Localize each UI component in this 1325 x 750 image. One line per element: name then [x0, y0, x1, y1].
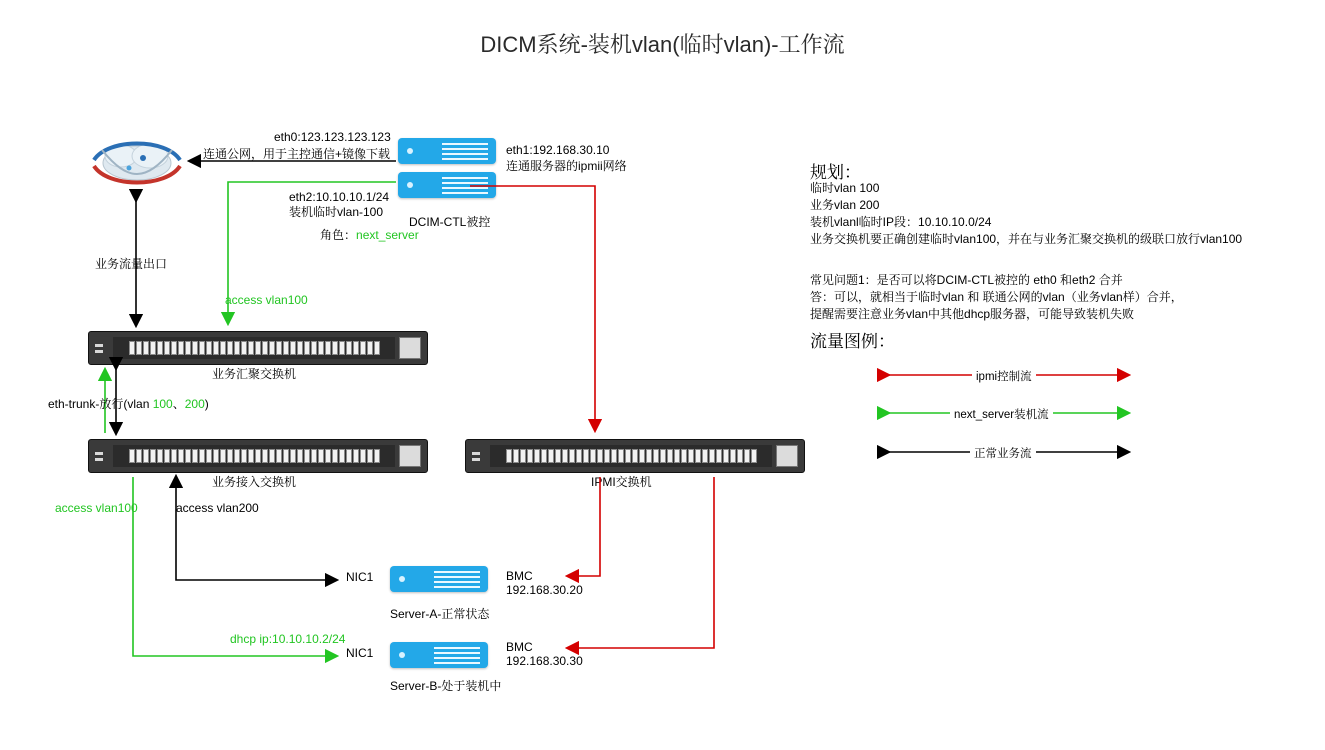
label-eth0: eth0:123.123.123.123: [274, 130, 391, 144]
label-eth1-ip: eth1:192.168.30.10: [506, 143, 610, 157]
aggregation-switch-label: 业务汇聚交换机: [212, 367, 297, 381]
label-business-exit: 业务流量出口: [95, 257, 168, 271]
label-eth-trunk-vlan200: 200: [184, 397, 205, 411]
ipmi-switch-label: IPMI交换机: [591, 475, 652, 489]
label-eth-trunk-vlan100: 100: [152, 397, 173, 411]
label-eth-trunk-prefix: eth-trunk-放行(vlan: [48, 397, 153, 411]
page-title: DICM系统-装机vlan(临时vlan)-工作流: [480, 32, 845, 57]
label-eth2-role-prefix: 角色：: [320, 228, 357, 242]
legend-item-ipmi-label: ipmi控制流: [972, 368, 1036, 384]
server-a-bmc-label: BMC: [506, 569, 533, 583]
label-eth-trunk-sep: 、: [172, 397, 185, 411]
plan-body: [810, 180, 1242, 248]
label-access-vlan100-bottom: access vlan100: [55, 501, 138, 515]
legend-item-normal-label: 正常业务流: [970, 445, 1036, 461]
faq-line: 常见问题1：是否可以将DCIM-CTL被控的 eth0 和eth2 合并: [810, 273, 1123, 287]
label-eth2-role-value: next_server: [356, 228, 419, 242]
plan-line: 临时vlan 100: [810, 181, 880, 195]
label-eth2-role: [320, 228, 419, 243]
plan-line: 业务vlan 200: [810, 198, 880, 212]
plan-line: 业务交换机要正确创建临时vlan100，并在与业务汇聚交换机的级联口放行vlan100: [810, 232, 1243, 246]
server-a-nic-label: NIC1: [346, 570, 374, 584]
faq-block: [810, 272, 1183, 323]
label-public-link: 连通公网，用于主控通信+镜像下载: [203, 147, 391, 161]
legend-title: 流量图例：: [810, 332, 895, 351]
faq-line: 答：可以，就相当于临时vlan 和 联通公网的vlan（业务vlan样）合并，: [810, 290, 1183, 304]
label-access-vlan200: access vlan200: [176, 501, 259, 515]
access-switch-label: 业务接入交换机: [212, 475, 297, 489]
label-access-vlan100-top: access vlan100: [225, 293, 308, 307]
label-eth-trunk: [48, 397, 209, 412]
plan-line: 装机vlanl临时IP段：10.10.10.0/24: [810, 215, 992, 229]
server-b-bmc-label: BMC: [506, 640, 533, 654]
server-b-label: Server-B-处于装机中: [390, 679, 502, 693]
server-b-nic-label: NIC1: [346, 646, 374, 660]
dcim-ctl-label: DCIM-CTL被控: [409, 215, 491, 229]
legend-item-next-server-label: next_server装机流: [950, 406, 1053, 422]
label-dhcp-ip: dhcp ip:10.10.10.2/24: [230, 632, 346, 646]
label-eth2-ip: eth2:10.10.10.1/24: [289, 190, 390, 204]
label-eth-trunk-suffix: ): [204, 397, 209, 411]
plan-title: 规划：: [810, 163, 861, 182]
server-a-label: Server-A-正常状态: [390, 607, 490, 621]
label-eth2-vlan: 装机临时vlan-100: [289, 205, 384, 219]
faq-line: 提醒需要注意业务vlan中其他dhcp服务器，可能导致装机失败: [810, 307, 1135, 321]
label-eth1-desc: 连通服务器的ipmii网络: [506, 159, 627, 173]
server-a-bmc-ip: 192.168.30.20: [506, 583, 583, 597]
server-b-bmc-ip: 192.168.30.30: [506, 654, 583, 668]
